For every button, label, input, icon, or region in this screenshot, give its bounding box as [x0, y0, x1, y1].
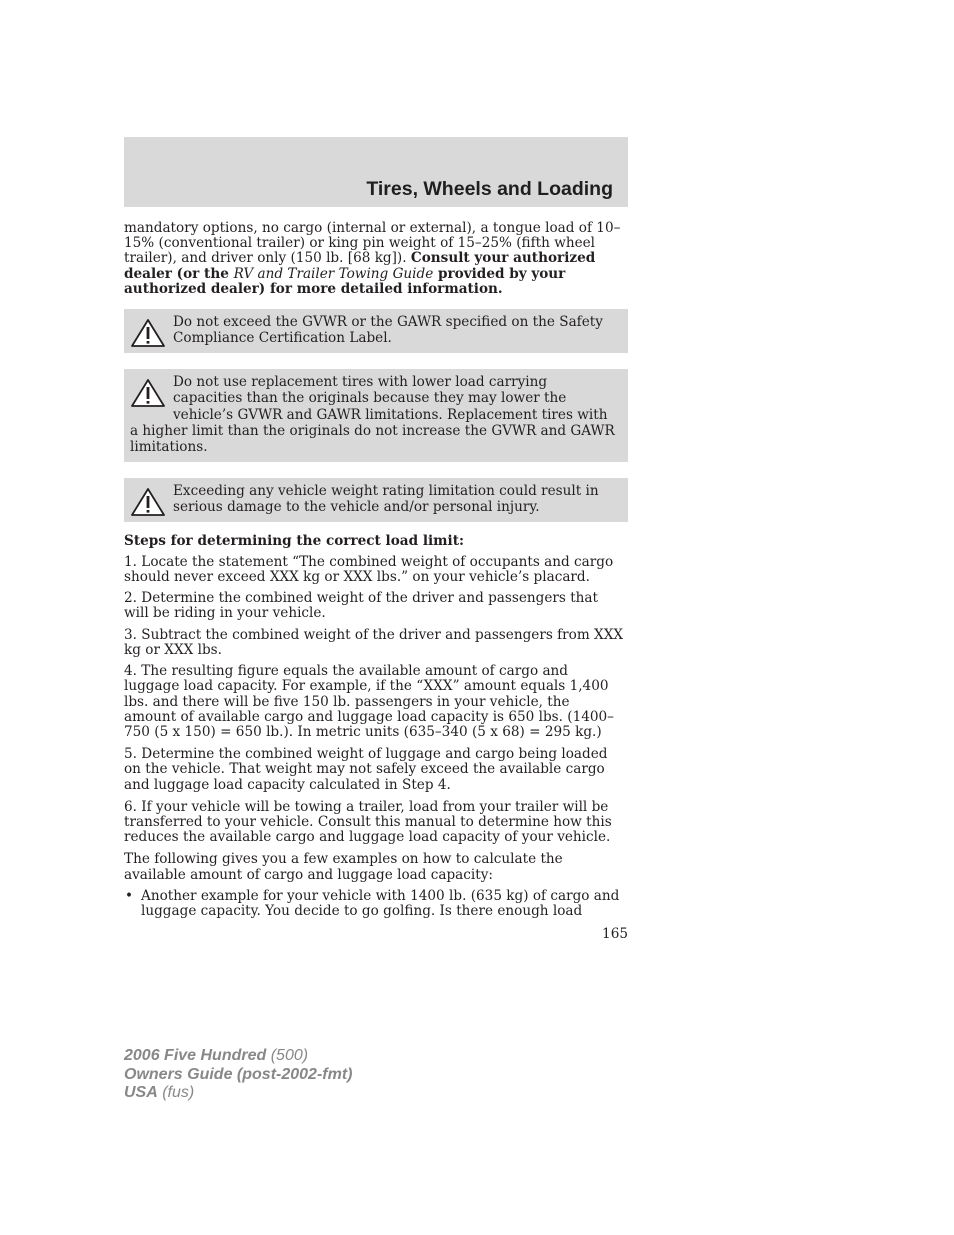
step-item: 3. Subtract the combined weight of the driver and passengers from XXX kg or XXX lbs. [124, 626, 624, 658]
step-item: 2. Determine the combined weight of the driver and passengers that will be riding in your vehicle. [124, 590, 598, 622]
section-title: Tires, Wheels and Loading [366, 178, 613, 200]
bullet-marker: • [125, 887, 134, 904]
examples-intro: The following gives you a few examples on how to calculate the available amount of cargo and luggage load capacity: [124, 851, 563, 883]
warning-text: Do not use replacement tires with lower load carrying capacities than the originals because they may lower the vehicle’s GVWR and GAWR limitations. Replacement tires with a higher limit than the originals do not increase the GVWR and GAWR limitations. [130, 373, 615, 456]
step-item: 5. Determine the combined weight of luggage and cargo being loaded on the vehicle. That weight may not safely exceed the available cargo and luggage load capacity calculated in Step 4. [124, 746, 608, 793]
warning-triangle-icon [130, 487, 166, 517]
steps-heading: Steps for determining the correct load limit: [124, 532, 465, 549]
section-header [124, 137, 628, 207]
step-item: 6. If your vehicle will be towing a trailer, load from your trailer will be transferred to your vehicle. Consult this manual to determine how this reduces the available cargo and luggage load capacity of your vehicle. [124, 798, 612, 846]
intro-paragraph: mandatory options, no cargo (internal or external), a tongue load of 10–15% (conventional trailer) or king pin weight of 15–25% (fifth wheel trailer), and driver only (150 lb. [68 kg]). Consult your authorized dealer (or the RV and Trailer Towing Guide provided by your authorized dealer) for more detailed information. [124, 220, 621, 297]
warning-triangle-icon [130, 378, 166, 408]
step-item: 1. Locate the statement “The combined weight of occupants and cargo should never exceed XXX kg or XXX lbs.” on your vehicle’s placard. [124, 553, 614, 586]
warning-box [124, 478, 628, 522]
page-number: 165 [602, 926, 628, 942]
warning-triangle-icon [130, 318, 166, 348]
list-item: • Another example for your vehicle with 1400 lb. (635 kg) of cargo and luggage capacity. You decide to go golfing. Is there enough load [125, 887, 620, 919]
page-content [124, 221, 624, 919]
warning-box [124, 309, 628, 353]
step-item: 4. The resulting figure equals the available amount of cargo and luggage load capacity. For example, if the “XXX” amount equals 1,400 lbs. and there will be five 150 lb. passengers in your vehicle, the amount of available cargo and luggage load capacity is 650 lbs. (1400–750 (5 x 150) = 650 lb.). In metric units (635–340 (5 x 68) = 295 kg.) [124, 663, 614, 740]
warning-text: Do not exceed the GVWR or the GAWR specified on the Safety Compliance Certification Label. [173, 314, 603, 347]
warning-box [124, 369, 628, 462]
footer: 2006 Five Hundred (500) Owners Guide (post-2002-fmt) USA (fus) [124, 1047, 353, 1101]
warning-text: Exceeding any vehicle weight rating limitation could result in serious damage to the vehicle and/or personal injury. [173, 482, 599, 516]
